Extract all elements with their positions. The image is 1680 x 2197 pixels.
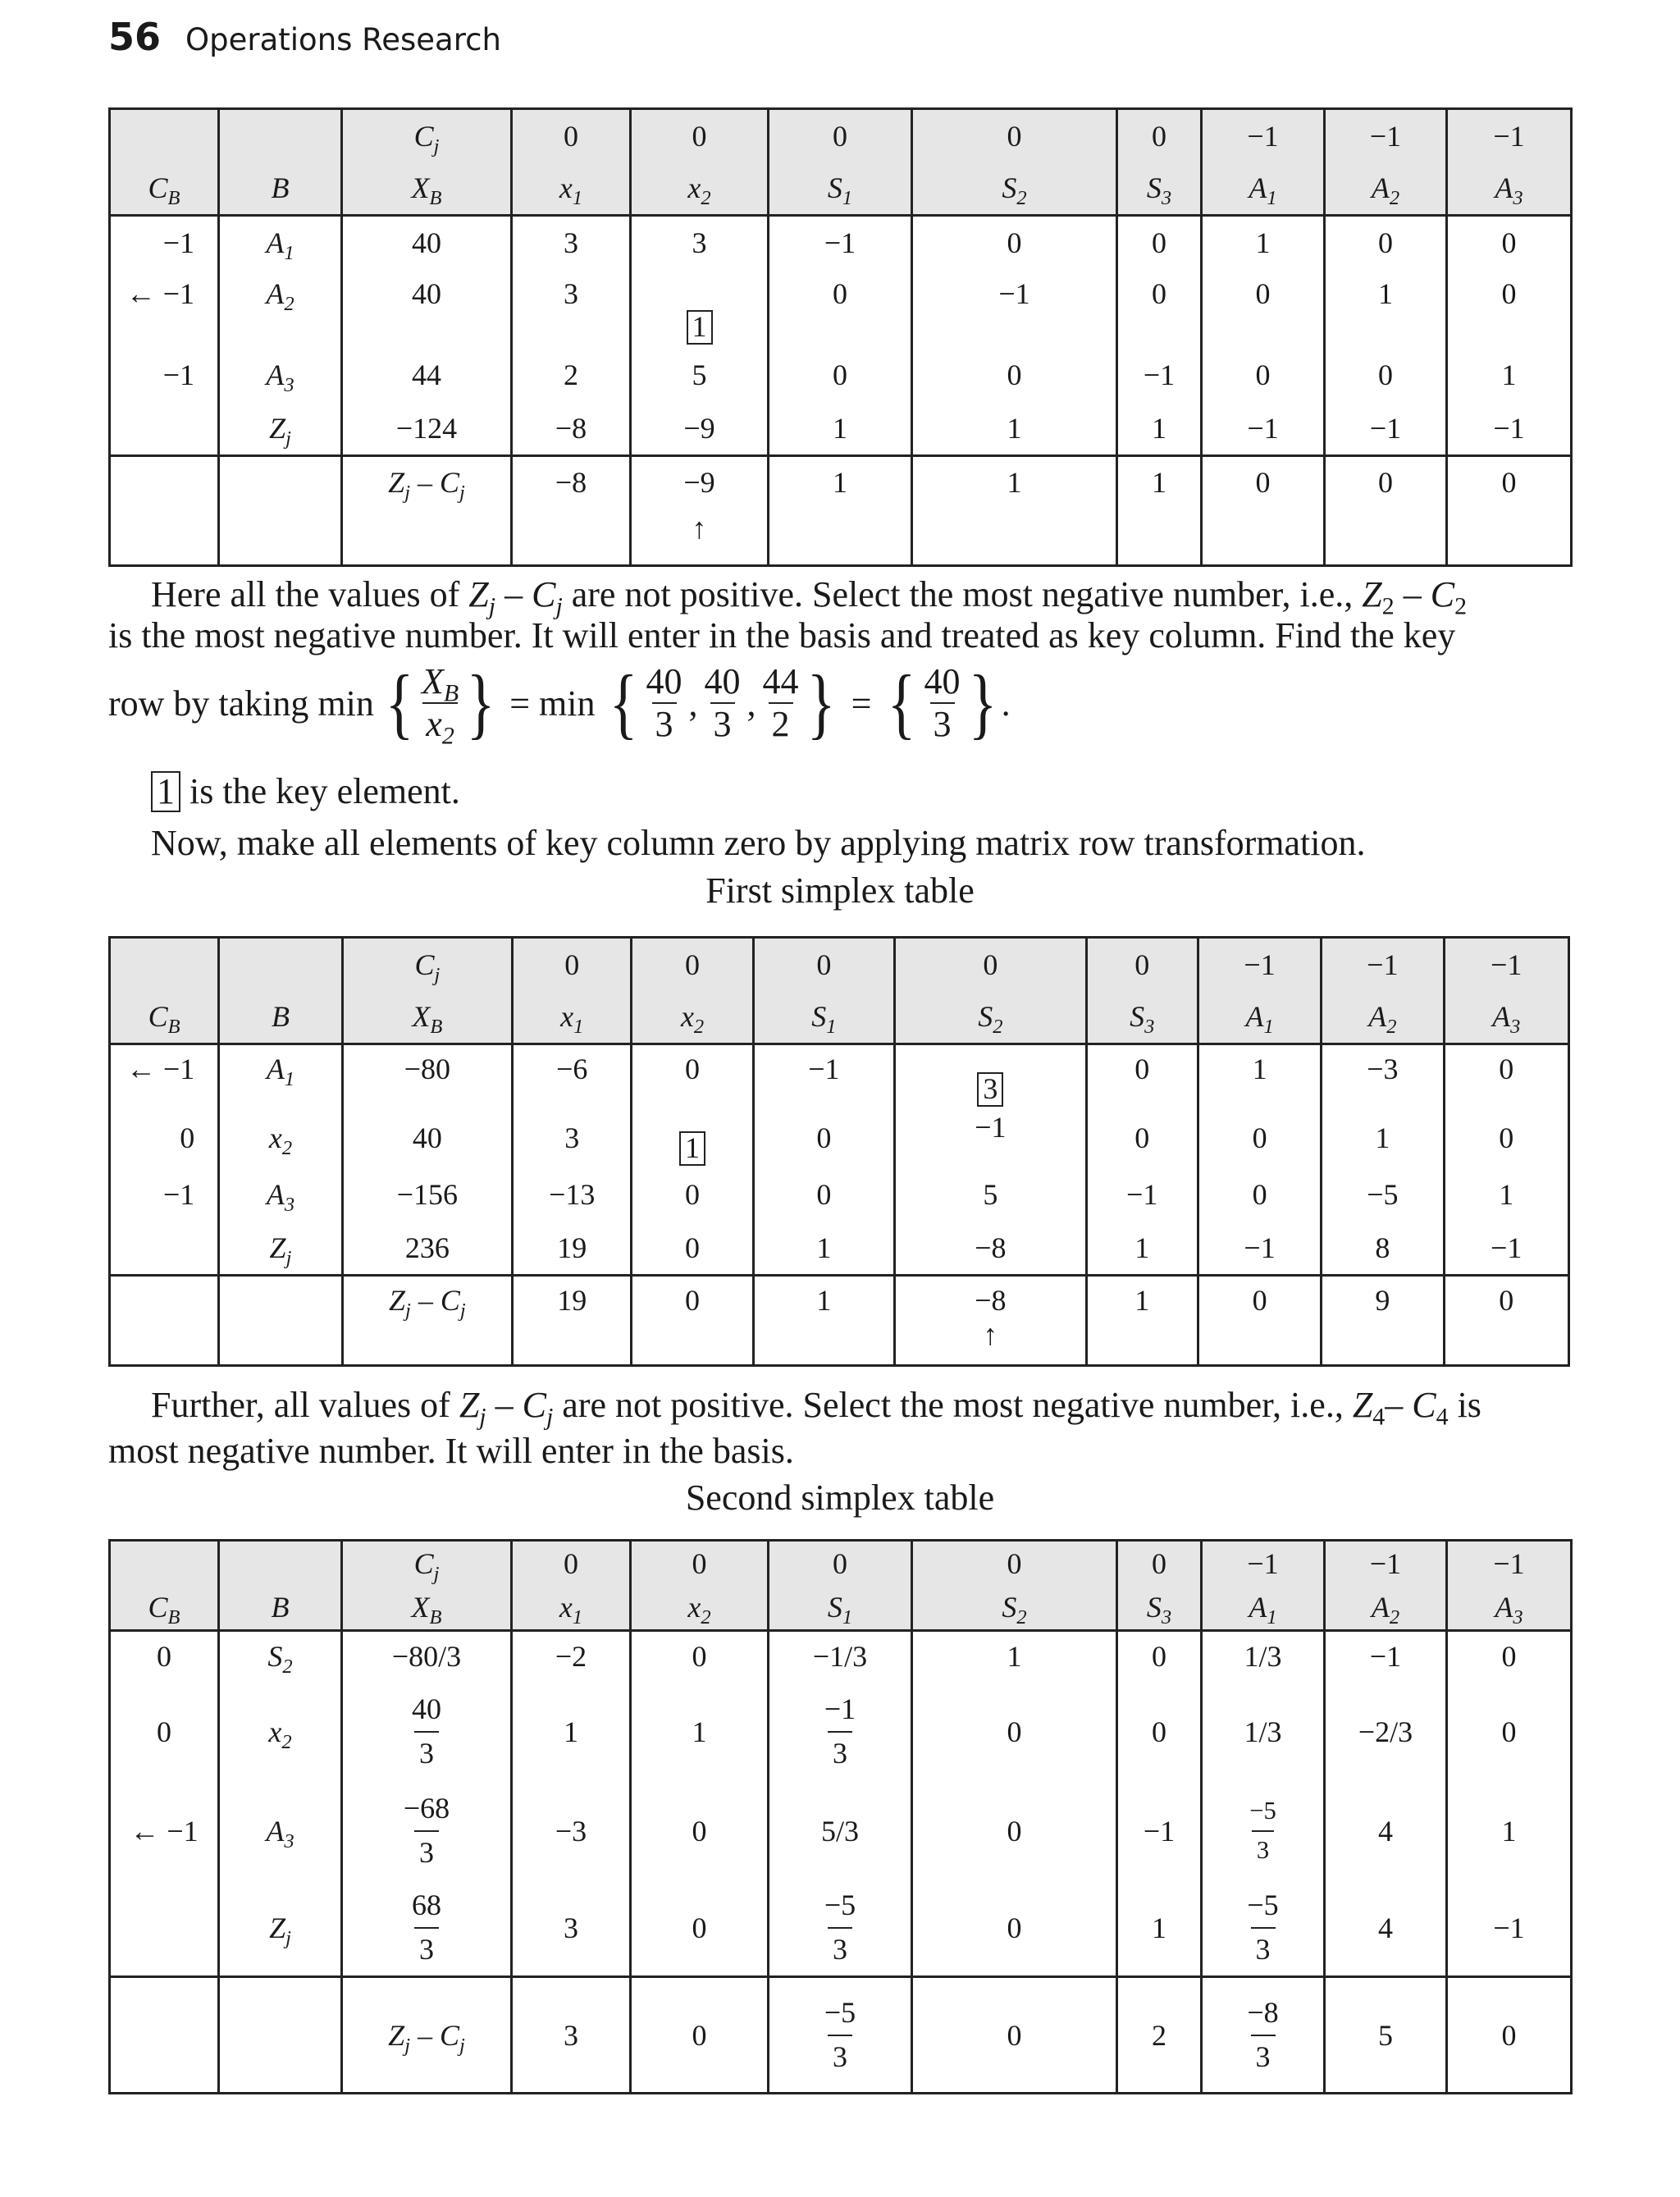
cb-value: 0 [110, 1108, 219, 1167]
cell: −1 [1202, 402, 1325, 456]
cell: 0 [769, 348, 912, 402]
cell: 0 [769, 270, 912, 348]
text-span: Here all the values of [151, 574, 469, 614]
num: 68 [412, 1889, 441, 1922]
cell: 5 [895, 1167, 1087, 1222]
first-simplex-table: $C_j$ 0 0 0 0 0 −1 −1 −1 $C_B$ B $X_B$ $x_1$ $x_2$ $S_1$ $S_2$ $S_3$ $A_1$ $A_2$ $A_3$ ← −1 $A_1$ −80 −6 0 −1 3 0 1 −3 0 0 $x_2$ 40 3 1 0 −1 0 0 1 0 −1 $A_3$ −156 −13 0 0 5 −1 0 −5 1 $Z_j$ 236 19 0 1 −8 1 −1 8 −1 $Z_j - C_j$ 19 0 1 −8 ↑ 1 0 9 0 [108, 936, 1570, 1367]
den: 3 [828, 1731, 852, 1770]
cell: 1 [1444, 1167, 1568, 1222]
cell: 0 [1444, 1276, 1568, 1366]
cell: 1 [631, 1682, 769, 1782]
cell: 1 [753, 1276, 894, 1366]
cell: 0 [912, 1782, 1117, 1880]
leaving-arrow: ← [130, 1814, 160, 1848]
cell: 0 [1117, 1682, 1202, 1782]
cell: 1 [1202, 216, 1325, 270]
num: −5 [824, 1889, 856, 1922]
initial-simplex-table: $C_j$ 0 0 0 0 0 −1 −1 −1 $C_B$ B $X_B$ $x_1$ $x_2$ $S_1$ $S_2$ $S_3$ $A_1$ $A_2$ $A_3$ −1 $A_1$ 40 3 3 −1 0 0 1 0 0 ← −1 $A_2$ 40 3 1 0 −1 0 0 1 0 −1 $A_3$ 44 2 5 0 0 −1 0 0 1 $Z_j$ −124 −8 −9 1 1 1 −1 −1 −1 $Z_j - C_j$ −8 −9 ↑ 1 1 1 0 0 0 [108, 107, 1573, 567]
den: 3 [710, 702, 735, 743]
cell: 0 [912, 216, 1117, 270]
cell: 0 [912, 1682, 1117, 1782]
table-row-key: ← −1 $A_2$ 40 3 1 0 −1 0 0 1 0 [110, 270, 1572, 348]
cell: 1 [1086, 1222, 1198, 1276]
basis-var: A [266, 276, 285, 310]
paragraph-1-line-1: Here all the values of $Z_j - C_j$ are not positive. Select the most negative number, i.e., $Z_2 - C_2$ [151, 574, 1468, 620]
cell: 0 [1447, 1682, 1572, 1782]
cb-value: −1 [110, 348, 219, 402]
cell: 0 [912, 1977, 1117, 2094]
den: 3 [414, 1927, 439, 1966]
page-number: 56 [108, 15, 162, 59]
cj-value: 0 [512, 109, 631, 162]
den: 2 [769, 702, 793, 743]
cj-value: −1 [1322, 938, 1444, 991]
cj-value: 0 [1117, 1541, 1202, 1586]
cell: 0 [1198, 1276, 1321, 1366]
cell: 0 [1198, 1108, 1321, 1167]
text-span: is [1448, 1385, 1481, 1425]
cell: 5 [631, 348, 769, 402]
zj-cj-row: $Z_j - C_j$ −8 −9 ↑ 1 1 1 0 0 0 [110, 456, 1572, 566]
cell: 0 [632, 1167, 753, 1222]
text-span: are not positive. Select the most negative number, i.e., [553, 1385, 1353, 1425]
cell: 0 [1447, 216, 1572, 270]
first-table-caption: First simplex table [705, 870, 975, 911]
cell: −8 [895, 1222, 1087, 1276]
cell: 0 [1198, 1167, 1321, 1222]
cell: 1 [1325, 270, 1447, 348]
text-span: is the key element. [180, 771, 460, 811]
cell: −1 [1117, 1782, 1202, 1880]
cell: −9 [631, 402, 769, 456]
leaving-arrow: ← [126, 276, 156, 310]
cell: 0 [1117, 216, 1202, 270]
zj-cj-row: $Z_j - C_j$ 19 0 1 −8 ↑ 1 0 9 0 [110, 1276, 1569, 1366]
num: −8 [1247, 1995, 1279, 2029]
cell: −1 [1325, 1631, 1447, 1682]
cell: 1 [753, 1222, 894, 1276]
cell: 0 [912, 348, 1117, 402]
cj-value: −1 [1447, 109, 1572, 162]
cell: −9 [683, 466, 715, 499]
paragraph-1-line-2: is the most negative number. It will enter in the basis and treated as key column. Find the key [108, 615, 1456, 655]
cell: 1 [912, 1631, 1117, 1682]
cell: 0 [1202, 348, 1325, 402]
zj-row: $Z_j$ $\frac{68}{3}$ 3 0 $\frac{-5}{3}$ 0 1 $\frac{-5}{3}$ 4 −1 [110, 1880, 1572, 1977]
den: 3 [828, 2035, 852, 2074]
cell: 0 [1086, 1108, 1198, 1167]
cell: 0 [1325, 456, 1447, 566]
zj-row: $Z_j$ −124 −8 −9 1 1 1 −1 −1 −1 [110, 402, 1572, 456]
text-span: are not positive. Select the most negative number, i.e., [562, 574, 1363, 614]
cj-value: −1 [1444, 938, 1568, 991]
cell: −1 [1444, 1222, 1568, 1276]
text-span: = [851, 683, 872, 724]
table-row-key: ← −1 $A_3$ $\frac{-68}{3}$ −3 0 5/3 0 −1 $\frac{-5}{3}$ 4 1 [110, 1782, 1572, 1880]
text-span: . [1001, 683, 1011, 724]
cell: 0 [632, 1222, 753, 1276]
num: −1 [824, 1692, 856, 1725]
cell: −3 [512, 1782, 631, 1880]
cell: 0 [1447, 1631, 1572, 1682]
cell: 0 [631, 1977, 769, 2094]
cell: −6 [513, 1044, 632, 1108]
den: 3 [1251, 2035, 1276, 2074]
cell: 3 [512, 1880, 631, 1977]
den: 3 [930, 702, 955, 743]
num: −5 [824, 1995, 856, 2029]
cell: 1 [1117, 1880, 1202, 1977]
key-box: 1 [151, 771, 180, 812]
num: 40 [412, 1692, 441, 1725]
cell: 1 [1117, 456, 1202, 566]
xb-value: 40 [342, 216, 512, 270]
entering-arrow: ↑ [692, 512, 707, 545]
cj-value: 0 [769, 109, 912, 162]
cell: 0 [1202, 456, 1325, 566]
cell: 0 [1447, 456, 1572, 566]
instruction-line: Now, make all elements of key column zero by applying matrix row transformation. [151, 823, 1366, 863]
cj-value: 0 [769, 1541, 912, 1586]
text-span: row by taking min [108, 683, 374, 724]
den: 3 [1251, 1927, 1276, 1966]
cell: 1 [769, 456, 912, 566]
key-element: 1 [687, 310, 713, 345]
cell: −8 [975, 1284, 1007, 1317]
cell: −1 [1086, 1167, 1198, 1222]
cj-value: 0 [895, 938, 1087, 991]
num: 44 [762, 661, 799, 701]
cell: 0 [1202, 270, 1325, 348]
running-title: Operations Research [185, 22, 501, 57]
cj-value: 0 [631, 1541, 769, 1586]
key-row-equation: row by taking min { $X_B$ $x_2$ } = min { $\frac{40}{3}$ , $\frac{40}{3}$ , $\frac{44}{2}$ } = { $\frac{40}{3}$ } . [108, 659, 1011, 750]
cell: 0 [753, 1167, 894, 1222]
xb-value: 236 [342, 1222, 512, 1276]
cell: −1 [1447, 402, 1572, 456]
cell: 3 [512, 216, 631, 270]
cell: 2 [1117, 1977, 1202, 2094]
cell: −2/3 [1325, 1682, 1447, 1782]
cell: 0 [632, 1276, 753, 1366]
num: −68 [403, 1791, 450, 1825]
cb-value: −1 [162, 1053, 195, 1085]
zj-cj-row: $Z_j - C_j$ 3 0 $\frac{-5}{3}$ 0 2 $\frac{-8}{3}$ 5 0 [110, 1977, 1572, 2094]
text-span: Further, all values of [151, 1385, 459, 1425]
den: 3 [652, 702, 677, 743]
cb-value: −1 [110, 1167, 219, 1222]
cell: −8 [512, 456, 631, 566]
cell: −5 [1322, 1167, 1444, 1222]
zj-row: $Z_j$ 236 19 0 1 −8 1 −1 8 −1 [110, 1222, 1569, 1276]
cell: 1 [769, 402, 912, 456]
cell: 0 [631, 1880, 769, 1977]
paragraph-2-line-2: most negative number. It will enter in the basis. [108, 1431, 794, 1471]
page-header [108, 15, 501, 59]
cell: 0 [1447, 1977, 1572, 2094]
cj-value: 0 [753, 938, 894, 991]
num: −5 [1247, 1889, 1279, 1922]
cell: 3 [512, 270, 631, 348]
cj-value: −1 [1202, 109, 1325, 162]
cell: −2 [512, 1631, 631, 1682]
num: 40 [704, 661, 741, 701]
xb-value: −80 [342, 1044, 512, 1108]
cj-value: 0 [1117, 109, 1202, 162]
xb-value: 40 [342, 270, 512, 348]
cell: −1 [912, 270, 1117, 348]
cb-value: −1 [167, 1814, 199, 1848]
cell: 1/3 [1202, 1631, 1325, 1682]
table-row: −1 $A_1$ 40 3 3 −1 0 0 1 0 0 [110, 216, 1572, 270]
cj-value: 0 [632, 938, 753, 991]
cell: −8 [512, 402, 631, 456]
second-table-caption: Second simplex table [685, 1478, 995, 1518]
paragraph-2-line-1: Further, all values of $Z_j - C_j$ are not positive. Select the most negative number, i.e., $Z_4-$ $C_4$ is [151, 1385, 1481, 1431]
cell: 8 [1322, 1222, 1444, 1276]
cell: 1/3 [1202, 1682, 1325, 1782]
cj-value: −1 [1325, 109, 1447, 162]
cell: −1 [1325, 402, 1447, 456]
cell: 0 [1447, 270, 1572, 348]
cell: −1 [1117, 348, 1202, 402]
cb-value: 0 [110, 1631, 219, 1682]
cell: 1 [512, 1682, 631, 1782]
cell: −1/3 [769, 1631, 912, 1682]
cell: 4 [1325, 1880, 1447, 1977]
cell: 1 [1086, 1276, 1198, 1366]
cell: −1 [1447, 1880, 1572, 1977]
table-row: 0 $S_2$ −80/3 −2 0 −1/3 1 0 1/3 −1 0 [110, 1631, 1572, 1682]
cell: 19 [513, 1222, 632, 1276]
key-element-line [151, 771, 460, 812]
cell: 0 [753, 1108, 894, 1167]
cell: −13 [513, 1167, 632, 1222]
cell: 0 [631, 1782, 769, 1880]
table-row: 0 $x_2$ $\frac{40}{3}$ 1 1 $\frac{-1}{3}$ 0 0 1/3 −2/3 0 [110, 1682, 1572, 1782]
cb-value: −1 [110, 216, 219, 270]
cj-value: 0 [512, 1541, 631, 1586]
xb-value: 40 [342, 1108, 512, 1167]
cell: 3 [513, 1108, 632, 1167]
leaving-arrow: ← [126, 1053, 156, 1085]
cj-value: −1 [1447, 1541, 1572, 1586]
cell: 0 [912, 1880, 1117, 1977]
cj-value: 0 [1086, 938, 1198, 991]
cj-value: −1 [1325, 1541, 1447, 1586]
cj-value: −1 [1202, 1541, 1325, 1586]
den: 3 [1252, 1830, 1274, 1865]
num: −5 [1249, 1796, 1276, 1825]
table-row-key: ← −1 $A_1$ −80 −6 0 −1 3 0 1 −3 0 [110, 1044, 1569, 1108]
cell: 1 [1322, 1108, 1444, 1167]
second-simplex-table: $C_j$ 0 0 0 0 0 −1 −1 −1 $C_B$ B $X_B$ $x_1$ $x_2$ $S_1$ $S_2$ $S_3$ $A_1$ $A_2$ $A_3$ 0 $S_2$ −80/3 −2 0 −1/3 1 0 1/3 −1 0 0 $x_2$ $\frac{40}{3}$ 1 1 $\frac{-1}{3}$ 0 0 1/3 −2/3 0 ← −1 $A_3$ $\frac{-68}{3}$ −3 0 5/3 0 −1 $\frac{-5}{3}$ 4 1 $Z_j$ $\frac{68}{3}$ 3 0 $\frac{-5}{3}$ 0 1 $\frac{-5}{3}$ 4 −1 $Z_j - C_j$ 3 0 $\frac{-5}{3}$ 0 2 $\frac{-8}{3}$ 5 0 [108, 1539, 1573, 2094]
text-span: , [688, 683, 698, 724]
xb-value: −156 [342, 1167, 512, 1222]
cb-value: 0 [110, 1682, 219, 1782]
cj-value: −1 [1198, 938, 1321, 991]
cell: 0 [1117, 270, 1202, 348]
cell: 0 [632, 1044, 753, 1108]
cell: 1 [1447, 348, 1572, 402]
cell: 3 [512, 1977, 631, 2094]
cj-value: 0 [912, 109, 1117, 162]
cell: 0 [1086, 1044, 1198, 1108]
basis-var: A [266, 358, 285, 391]
cell: 0 [1444, 1108, 1568, 1167]
cell: 0 [1325, 216, 1447, 270]
table-row: −1 $A_3$ −156 −13 0 0 5 −1 0 −5 1 [110, 1167, 1569, 1222]
xb-value: 44 [342, 348, 512, 402]
cell: −1 [1198, 1222, 1321, 1276]
entering-arrow: ↑ [983, 1318, 998, 1351]
cell: 0 [1444, 1044, 1568, 1108]
num: 40 [646, 661, 682, 701]
cell: 1 [1447, 1782, 1572, 1880]
cell: −1 [895, 1108, 1087, 1167]
den: 3 [414, 1830, 439, 1870]
cell: 3 [631, 216, 769, 270]
num: 40 [924, 661, 961, 701]
cell: 1 [1198, 1044, 1321, 1108]
pivot-element: 1 [679, 1131, 705, 1166]
cb-value: −1 [162, 276, 194, 310]
text-span: , [746, 683, 756, 724]
text-span: = min [509, 683, 596, 724]
cj-value: 0 [912, 1541, 1117, 1586]
basis-var: A [266, 226, 285, 260]
xb-value: −80/3 [342, 1631, 512, 1682]
table-row: 0 $x_2$ 40 3 1 0 −1 0 0 1 0 [110, 1108, 1569, 1167]
cell: 0 [631, 1631, 769, 1682]
cell: −3 [1322, 1044, 1444, 1108]
cell: 1 [912, 402, 1117, 456]
cell: 1 [912, 456, 1117, 566]
cell: 9 [1322, 1276, 1444, 1366]
xb-value: −124 [342, 402, 512, 456]
den: 3 [828, 1927, 852, 1966]
cell: 5/3 [769, 1782, 912, 1880]
cell: 0 [1325, 348, 1447, 402]
cell: 1 [1117, 402, 1202, 456]
cell: −1 [753, 1044, 894, 1108]
den: 3 [414, 1731, 439, 1770]
cj-value: 0 [513, 938, 632, 991]
key-element: 3 [977, 1072, 1003, 1107]
table-row: −1 $A_3$ 44 2 5 0 0 −1 0 0 1 [110, 348, 1572, 402]
cell: 5 [1325, 1977, 1447, 2094]
cj-value: 0 [631, 109, 769, 162]
cell: −1 [769, 216, 912, 270]
cell: 2 [512, 348, 631, 402]
cell: 0 [1117, 1631, 1202, 1682]
cell: 19 [513, 1276, 632, 1366]
cell: 4 [1325, 1782, 1447, 1880]
